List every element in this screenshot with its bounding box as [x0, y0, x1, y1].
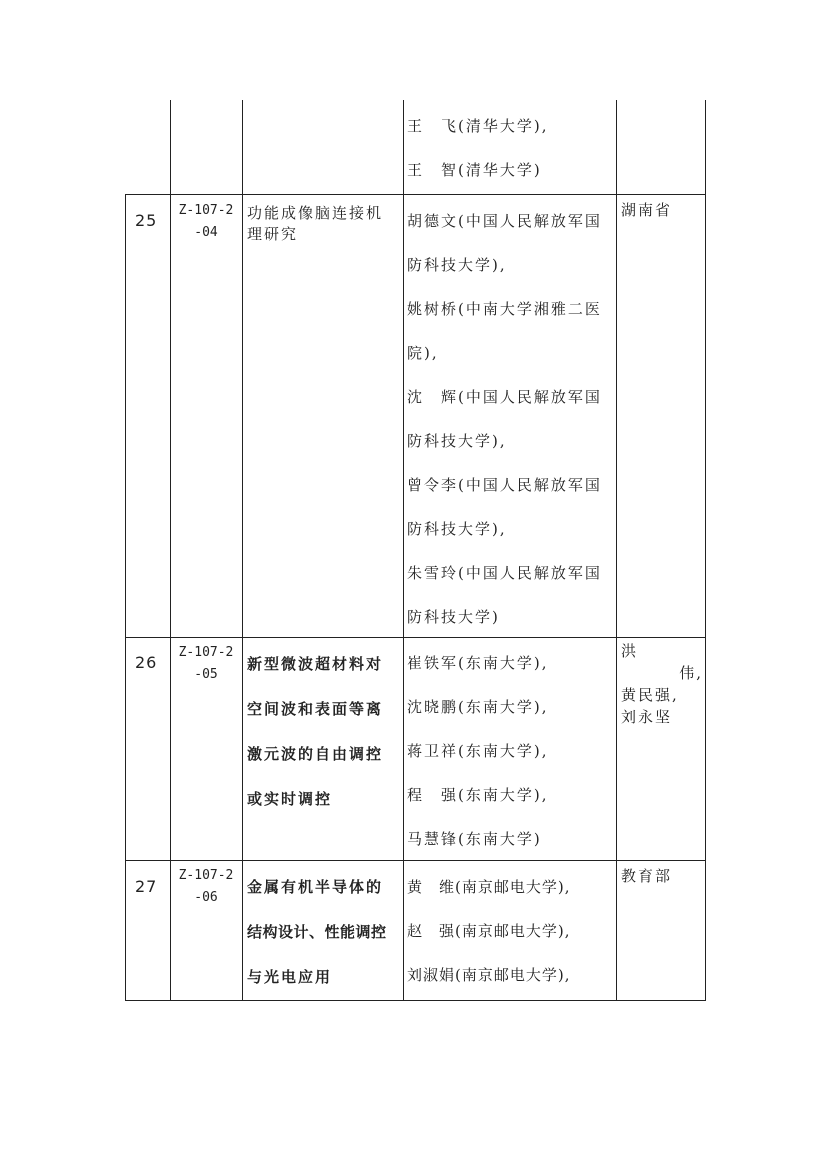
- nominator: 教育部: [621, 867, 673, 885]
- people-list: 胡德文(中国人民解放军国 防科技大学), 姚树桥(中南大学湘雅二医 院), 沈 辉(中国人民解放军国 防科技大学), 曾令李(中国人民解放军国 防科技大学), 朱雪玲(中国人民解放军国 防科技大学): [407, 212, 602, 626]
- row-number: 27: [135, 877, 158, 896]
- project-code: Z-107-2 -05: [178, 645, 234, 682]
- column-divider: [242, 100, 243, 1001]
- person-line: 王 智(清华大学): [407, 161, 542, 179]
- project-title: 新型微波超材料对 空间波和表面等离 激元波的自由调控 或实时调控: [247, 655, 384, 808]
- people-list: 崔铁军(东南大学), 沈晓鹏(东南大学), 蒋卫祥(东南大学), 程 强(东南大学), 马慧锋(东南大学): [407, 654, 549, 848]
- row-number: 25: [135, 211, 158, 230]
- people-list: 黄 维(南京邮电大学), 赵 强(南京邮电大学), 刘淑娟(南京邮电大学),: [407, 878, 571, 984]
- project-title: 金属有机半导体的 结构设计、性能调控 与光电应用: [247, 878, 387, 986]
- table-border-left: [125, 195, 126, 1001]
- nominator: 洪 伟, 黄民强, 刘永坚: [621, 642, 703, 726]
- award-table: [125, 100, 706, 1001]
- table-border-bottom: [125, 1000, 706, 1001]
- table-row: [407, 104, 548, 192]
- row-divider: [125, 194, 706, 195]
- project-code: Z-107-2 -04: [178, 203, 234, 240]
- row-number: 26: [135, 653, 158, 672]
- column-divider: [616, 100, 617, 1001]
- person-line: 王 飞(清华大学),: [407, 117, 549, 135]
- table-border-right: [705, 100, 706, 1001]
- nominator: 湖南省: [621, 201, 673, 219]
- column-divider: [403, 100, 404, 1001]
- project-code: Z-107-2 -06: [178, 868, 234, 905]
- project-title: 功能成像脑连接机 理研究: [247, 204, 384, 243]
